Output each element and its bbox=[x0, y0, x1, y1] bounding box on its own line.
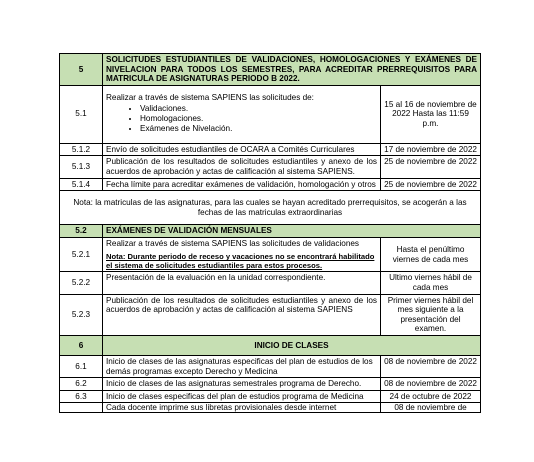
matricula-note: Nota: la matriculas de las asignaturas, para las cuales se hayan acreditado prerrequisitos, se acogerán a las fechas de las matriculas extraordinarias bbox=[60, 191, 481, 225]
row-number: 5.1 bbox=[60, 85, 103, 143]
section-number: 5.2 bbox=[60, 225, 103, 238]
row-date: 15 al 16 de noviembre de 2022 Hasta las 11:59 p.m. bbox=[381, 85, 481, 143]
list-item: • Homologaciones. bbox=[140, 114, 377, 124]
row-number: 5.1.4 bbox=[60, 178, 103, 191]
table-row bbox=[60, 378, 481, 391]
row-number: 5.2.1 bbox=[60, 237, 103, 272]
section-number: 5 bbox=[60, 54, 103, 86]
row-description: Cada docente imprime sus libretas provisionales desde internet bbox=[103, 403, 381, 413]
row-date: 08 de noviembre de 2022 bbox=[381, 378, 481, 391]
table-row bbox=[60, 143, 481, 156]
row-number: 5.1.2 bbox=[60, 143, 103, 156]
row-number: 6.1 bbox=[60, 355, 103, 377]
row-number: 6.3 bbox=[60, 390, 103, 403]
row-date: 08 de noviembre de 2022 bbox=[381, 355, 481, 377]
row-description: Envío de solicitudes estudiantiles de OCARA a Comités Curriculares bbox=[103, 143, 381, 156]
row-number: 5.2.2 bbox=[60, 272, 103, 294]
row-date: 25 de noviembre de 2022 bbox=[381, 178, 481, 191]
section-5-header-row bbox=[60, 54, 481, 86]
receso-note: Nota: Durante periodo de receso y vacaciones no se encontrará habilitado el sistema de solicitudes estudiantiles para estos procesos. bbox=[106, 252, 375, 271]
list-item: • Validaciones. bbox=[140, 104, 377, 114]
row-date: 17 de noviembre de 2022 bbox=[381, 143, 481, 156]
table-row bbox=[60, 178, 481, 191]
row-description bbox=[103, 237, 381, 272]
table-row bbox=[60, 85, 481, 143]
section-title: INICIO DE CLASES bbox=[103, 335, 481, 355]
request-type-list bbox=[106, 104, 377, 133]
row-description: Inicio de clases especificas del plan de estudios programa de Medicina bbox=[103, 390, 381, 403]
table-row bbox=[60, 355, 481, 377]
row-description: Presentación de la evaluación en la unidad correspondiente. bbox=[103, 272, 381, 294]
row-number bbox=[60, 403, 103, 413]
row-description: Publicación de los resultados de solicitudes estudiantiles y anexo de los acuerdos de aprobación y actas de calificación al sistema SAPIENS. bbox=[103, 156, 381, 178]
row-number: 5.1.3 bbox=[60, 156, 103, 178]
table-row bbox=[60, 272, 481, 294]
row-description: Inicio de clases de las asignaturas semestrales programa de Derecho. bbox=[103, 378, 381, 391]
row-date: 24 de octubre de 2022 bbox=[381, 390, 481, 403]
row-date: 25 de noviembre de 2022 bbox=[381, 156, 481, 178]
table-row bbox=[60, 156, 481, 178]
note-row bbox=[60, 191, 481, 225]
section-title: EXÁMENES DE VALIDACIÓN MENSUALES bbox=[103, 225, 481, 238]
row-date: Primer viernes hábil del mes siguiente a la presentación del examen. bbox=[381, 294, 481, 335]
table-row bbox=[60, 403, 481, 413]
row-description: Publicación de los resultados de solicitudes estudiantiles y anexo de los acuerdos de aprobación y actas de calificación al sistema SAPIENS bbox=[103, 294, 381, 335]
row-intro-text: Realizar a través de sistema SAPIENS las solicitudes de: bbox=[106, 92, 314, 102]
section-title: SOLICITUDES ESTUDIANTILES DE VALIDACIONES, HOMOLOGACIONES Y EXÁMENES DE NIVELACION PARA TODOS LOS SEMESTRES, PARA ACREDITAR PRERREQUISITOS PARA MATRICULA DE ASIGNATURAS PERIODO B 2022. bbox=[103, 54, 481, 86]
row-text: Realizar a través de sistema SAPIENS las solicitudes de validaciones bbox=[106, 238, 360, 248]
row-description: Inicio de clases de las asignaturas especificas del plan de estudios de los demás programas excepto Derecho y Medicina bbox=[103, 355, 381, 377]
row-description: Fecha límite para acreditar exámenes de validación, homologación y otros bbox=[103, 178, 381, 191]
table-row bbox=[60, 237, 481, 272]
section-6-header-row bbox=[60, 335, 481, 355]
academic-calendar-table bbox=[59, 53, 481, 413]
row-date: Hasta el penúltimo viernes de cada mes bbox=[381, 237, 481, 272]
row-description bbox=[103, 85, 381, 143]
row-date: Ultimo viernes hábil de cada mes bbox=[381, 272, 481, 294]
table-row bbox=[60, 294, 481, 335]
row-date: 08 de noviembre de bbox=[381, 403, 481, 413]
table-row bbox=[60, 390, 481, 403]
section-number: 6 bbox=[60, 335, 103, 355]
row-number: 6.2 bbox=[60, 378, 103, 391]
row-number: 5.2.3 bbox=[60, 294, 103, 335]
section-5-2-header-row bbox=[60, 225, 481, 238]
list-item: • Exámenes de Nivelación. bbox=[140, 124, 377, 134]
